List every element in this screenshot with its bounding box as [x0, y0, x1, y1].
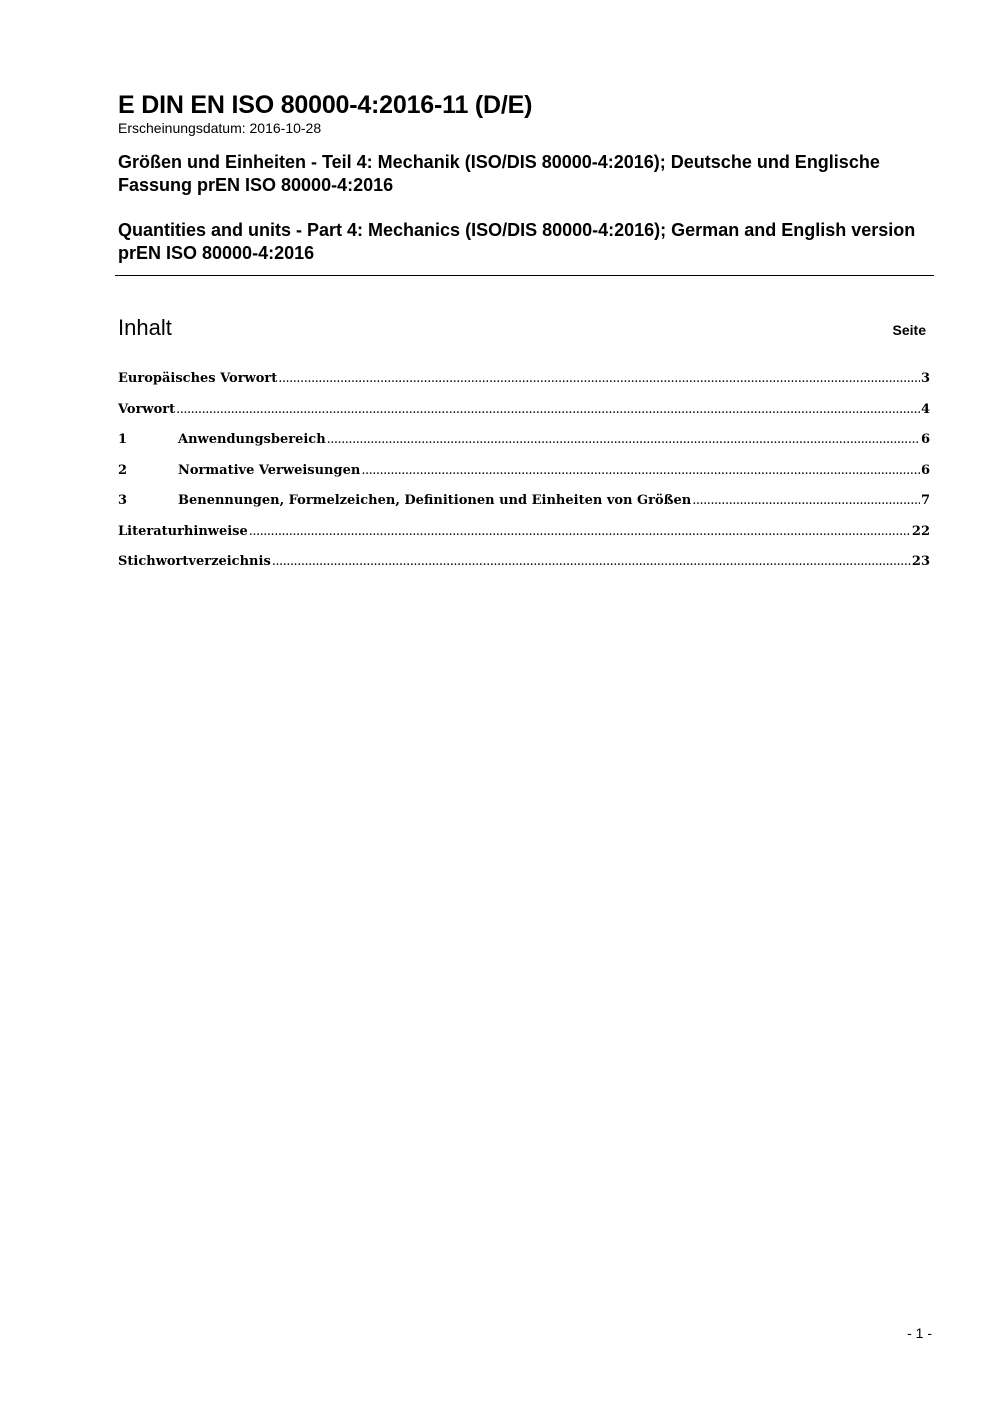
toc-entry-benennungen[interactable] — [118, 493, 930, 524]
toc-entry-page: 3 — [920, 371, 930, 386]
toc-entry-vorwort[interactable] — [118, 402, 930, 433]
toc-entry-anwendungsbereich[interactable] — [118, 432, 930, 463]
toc-entry-label: Stichwortverzeichnis — [118, 554, 271, 569]
document-header — [118, 90, 933, 265]
toc-entry-page: 22 — [911, 523, 930, 539]
toc-page-column-label: Seite — [892, 322, 926, 338]
toc-entry-stichwortverzeichnis[interactable] — [118, 554, 930, 585]
toc-dot-leader — [327, 432, 920, 447]
publication-date: Erscheinungsdatum: 2016-10-28 — [118, 120, 322, 136]
toc-entry-label: Europäisches Vorwort — [118, 371, 278, 386]
toc-entry-label: Benennungen, Formelzeichen, Definitionen und Einheiten von Größen — [178, 493, 692, 508]
toc-entry-literaturhinweise[interactable] — [118, 524, 930, 555]
toc-entry-number: 3 — [118, 493, 128, 508]
header-divider — [115, 275, 934, 276]
document-id: E DIN EN ISO 80000-4:2016-11 (D/E) — [118, 91, 533, 119]
toc-entry-page: 6 — [920, 462, 930, 478]
toc-entry-label: Vorwort — [118, 401, 176, 417]
toc-header — [118, 314, 926, 344]
toc-dot-leader — [278, 371, 920, 386]
toc-entry-page: 4 — [920, 401, 930, 417]
toc-entry-label: Literaturhinweise — [118, 523, 248, 539]
toc-entry-number: 1 — [118, 432, 128, 447]
toc-entry-number: 2 — [118, 462, 128, 478]
toc-dot-leader — [176, 402, 920, 417]
toc-entry-page: 6 — [920, 432, 930, 447]
toc-entry-normative-verweisungen[interactable] — [118, 463, 930, 494]
title-german: Größen und Einheiten - Teil 4: Mechanik (ISO/DIS 80000-4:2016); Deutsche und Englische Fassung prEN ISO 80000-4:2016 — [118, 152, 880, 195]
toc-dot-leader — [692, 493, 920, 508]
toc-entry-label: Normative Verweisungen — [178, 462, 361, 478]
toc-title: Inhalt — [118, 315, 172, 340]
page-number: - 1 - — [907, 1325, 932, 1341]
toc-dot-leader — [272, 554, 911, 569]
title-english: Quantities and units - Part 4: Mechanics (ISO/DIS 80000-4:2016); German and English version prEN ISO 80000-4:2016 — [118, 220, 916, 263]
table-of-contents — [118, 371, 930, 585]
toc-entry-europaeisches-vorwort[interactable] — [118, 371, 930, 402]
toc-dot-leader — [249, 524, 911, 539]
toc-entry-page: 7 — [920, 493, 930, 508]
toc-entry-page: 23 — [911, 554, 930, 569]
toc-dot-leader — [361, 463, 920, 478]
toc-entry-label: Anwendungsbereich — [178, 432, 326, 447]
